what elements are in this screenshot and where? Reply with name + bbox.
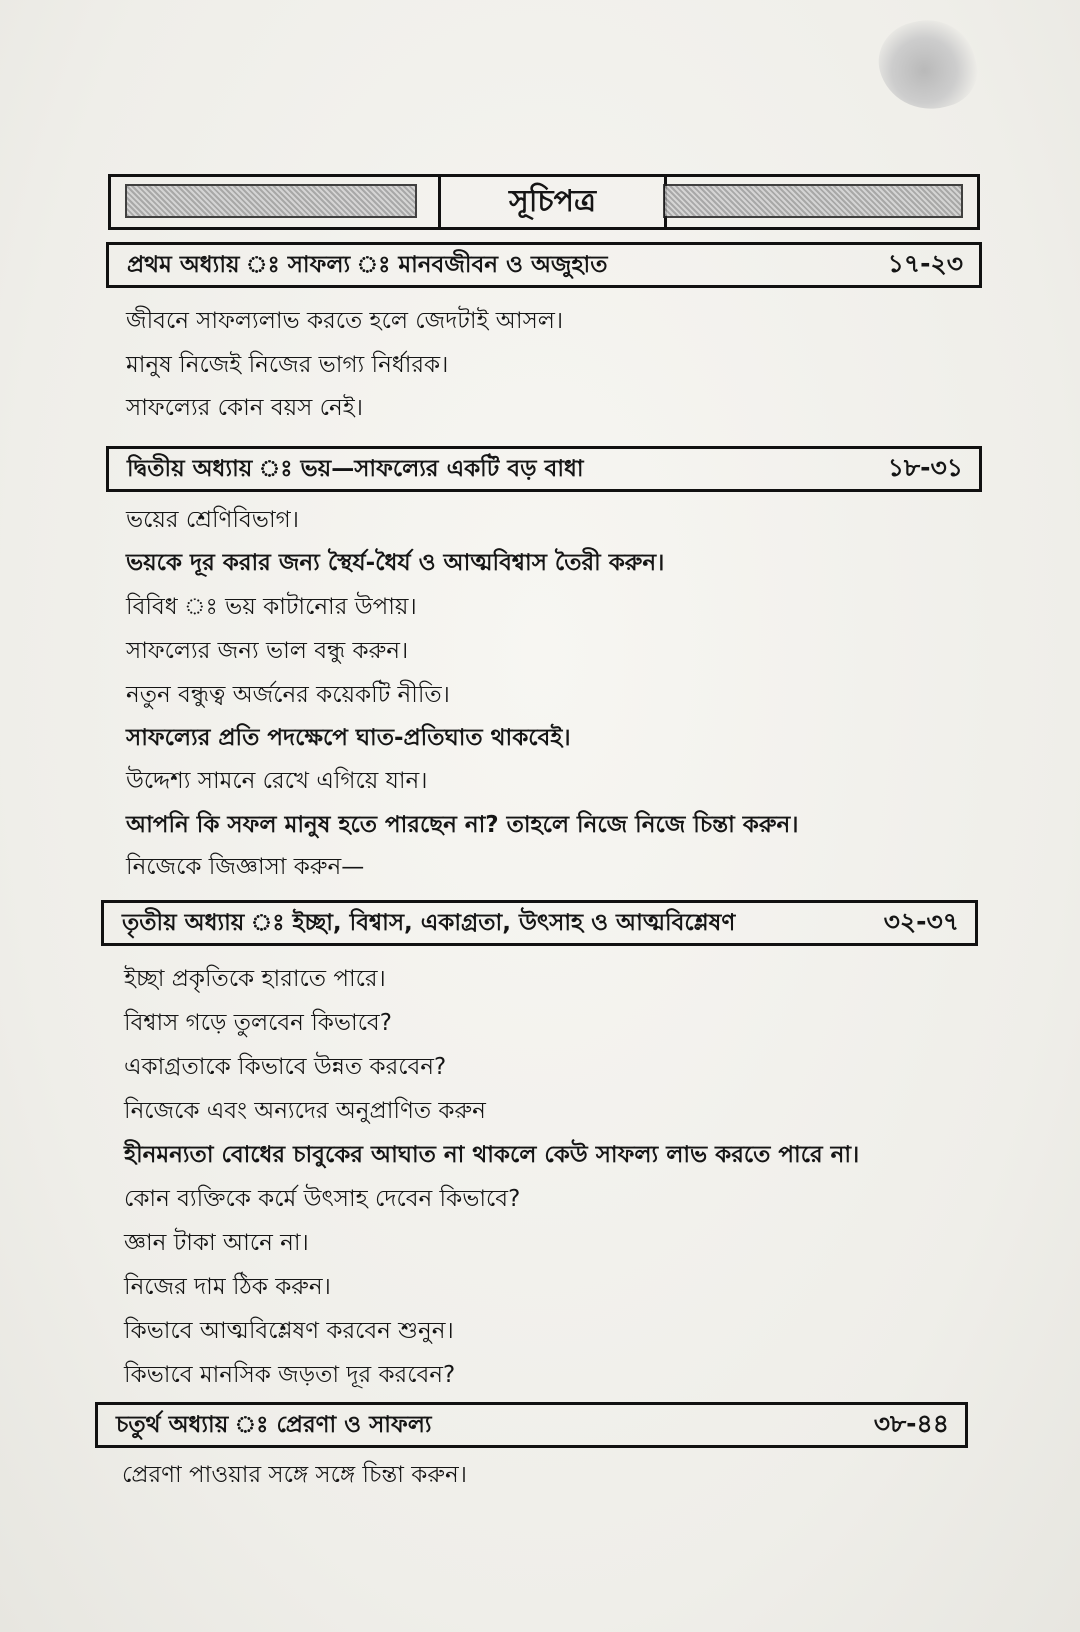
contents-entry: ভয়ের শ্রেণিবিভাগ। [126, 507, 299, 533]
chapter-heading-4 [95, 1402, 968, 1448]
contents-entry: কোন ব্যক্তিকে কর্মে উৎসাহ দেবেন কিভাবে? [124, 1186, 521, 1212]
chapter-page-range: ৩৮-৪৪ [873, 1408, 949, 1438]
ink-smudge [870, 9, 985, 121]
contents-entry: নিজের দাম ঠিক করুন। [124, 1274, 331, 1300]
chapter-title: তৃতীয় অধ্যায় ঃ ইচ্ছা, বিশ্বাস, একাগ্রতা, উৎসাহ ও আত্মবিশ্লেষণ [122, 909, 736, 936]
chapter-heading-2 [106, 446, 982, 492]
contents-entry: ভয়কে দূর করার জন্য স্থৈর্য-ধৈর্য ও আত্মবিশ্বাস তৈরী করুন। [126, 550, 665, 576]
contents-entry: উদ্দেশ্য সামনে রেখে এগিয়ে যান। [126, 768, 428, 794]
contents-entry: নিজেকে এবং অন্যদের অনুপ্রাণিত করুন [124, 1098, 486, 1124]
contents-entry: বিশ্বাস গড়ে তুলবেন কিভাবে? [124, 1010, 392, 1036]
chapter-page-range: ১৮-৩১ [887, 452, 963, 482]
contents-entry: মানুষ নিজেই নিজের ভাগ্য নির্ধারক। [126, 352, 449, 378]
contents-entry: কিভাবে মানসিক জড়তা দূর করবেন? [124, 1362, 456, 1388]
contents-entry: জীবনে সাফল্যলাভ করতে হলে জেদটাই আসল। [126, 308, 564, 334]
contents-entry: হীনমন্যতা বোধের চাবুকের আঘাত না থাকলে কেউ সাফল্য লাভ করতে পারে না। [124, 1142, 860, 1168]
contents-entry: প্রেরণা পাওয়ার সঙ্গে সঙ্গে চিন্তা করুন। [122, 1462, 467, 1488]
chapter-heading-1 [106, 242, 982, 288]
contents-entry: সাফল্যের প্রতি পদক্ষেপে ঘাত-প্রতিঘাত থাকবেই। [126, 725, 571, 751]
chapter-title: চতুর্থ অধ্যায় ঃ প্রেরণা ও সাফল্য [116, 1411, 432, 1438]
page-title: সূচিপত্র [509, 184, 596, 219]
contents-entry: বিবিধ ঃ ভয় কাটানোর উপায়। [126, 594, 417, 620]
contents-entry: সাফল্যের কোন বয়স নেই। [126, 395, 363, 421]
contents-entry: জ্ঞান টাকা আনে না। [124, 1230, 309, 1256]
chapter-page-range: ১৭-২৩ [887, 248, 963, 278]
contents-entry: আপনি কি সফল মানুষ হতে পারছেন না? তাহলে নিজে নিজে চিন্তা করুন। [126, 812, 799, 838]
contents-entry: নতুন বন্ধুত্ব অর্জনের কয়েকটি নীতি। [126, 682, 450, 708]
contents-entry: সাফল্যের জন্য ভাল বন্ধু করুন। [126, 638, 409, 664]
chapter-page-range: ৩২-৩৭ [883, 906, 959, 936]
contents-entry: ইচ্ছা প্রকৃতিকে হারাতে পারে। [124, 966, 386, 992]
decorative-pattern-right [663, 184, 963, 218]
contents-entry: নিজেকে জিজ্ঞাসা করুন— [126, 854, 365, 880]
contents-entry: একাগ্রতাকে কিভাবে উন্নত করবেন? [124, 1054, 447, 1080]
contents-entry: কিভাবে আত্মবিশ্লেষণ করবেন শুনুন। [124, 1318, 454, 1344]
chapter-title: দ্বিতীয় অধ্যায় ঃ ভয়—সাফল্যের একটি বড় বাধা [127, 455, 584, 482]
chapter-title: প্রথম অধ্যায় ঃ সাফল্য ঃ মানবজীবন ও অজুহাত [127, 251, 608, 278]
contents-header-bar [108, 174, 980, 230]
decorative-pattern-left [125, 184, 417, 218]
chapter-heading-3 [101, 900, 978, 946]
